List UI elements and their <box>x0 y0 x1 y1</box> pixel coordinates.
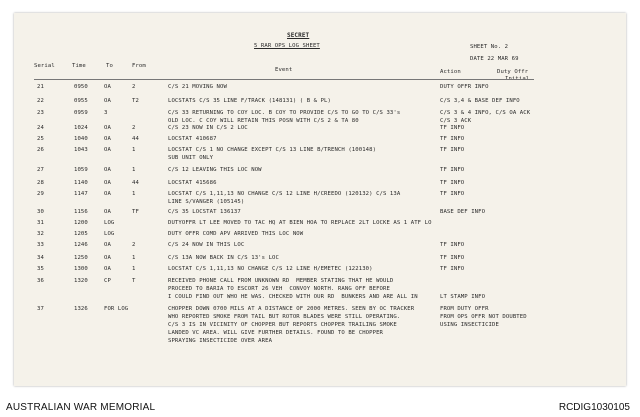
row-to: OA <box>104 180 111 186</box>
row-to: LOG <box>104 220 115 226</box>
row-time: 1250 <box>74 255 88 261</box>
row-time: 1140 <box>74 180 88 186</box>
row-serial: 37 <box>37 306 44 312</box>
row-event-line: CHOPPER DOWN 0700 MILS AT A DISTANCE OF 2000 METRES. SEEN BY OC TRACKER <box>168 306 415 312</box>
row-serial: 31 <box>37 220 44 226</box>
row-time: 1200 <box>74 220 88 226</box>
row-action-line: FROM DUTY OFFR <box>440 306 489 312</box>
row-to: OA <box>104 84 111 90</box>
row-time: 1059 <box>74 167 88 173</box>
row-event-line: PROCEED TO BARIA TO ESCORT 26 VEH CONVOY NORTH. RANG OFF BEFORE <box>168 286 390 292</box>
document-title: 5 RAR OPS LOG SHEET <box>254 43 320 49</box>
row-event-line: RECEIVED PHONE CALL FROM UNKNOWN RD MEMBER STATING THAT HE WOULD <box>168 278 394 284</box>
row-action-line: BASE DEF INFO <box>440 209 486 215</box>
row-event-line: WHO REPORTED SMOKE FROM TAIL BUT ROTOR BLADES WERE STILL OPERATING. <box>168 314 401 320</box>
row-serial: 36 <box>37 278 44 284</box>
row-event-line: SPRAYING INSECTICIDE OVER AREA <box>168 338 273 344</box>
row-to: LOG <box>104 231 115 237</box>
col-header-event: Event <box>275 67 293 73</box>
row-time: 1205 <box>74 231 88 237</box>
row-event-line: OLD LOC. C COY WILL RETAIN THIS POSN WITH C/S 2 & TA 80 <box>168 118 359 124</box>
row-to: FOR LOG <box>104 306 129 312</box>
row-to: OA <box>104 98 111 104</box>
row-event-line: C/S 12 LEAVING THIS LOC NOW <box>168 167 262 173</box>
row-event-line: LANDED VC AREA. WILL GIVE FURTHER DETAILS. FOUND TO BE CHOPPER <box>168 330 383 336</box>
row-from: 1 <box>132 167 136 173</box>
col-header-duty-offr: Duty Offr <box>497 69 529 75</box>
row-serial: 34 <box>37 255 44 261</box>
row-event-line: LOCSTAT C/S 1,11,13 NO CHANGE C/S 12 LINE H/EMETEC (122130) <box>168 266 373 272</box>
row-serial: 35 <box>37 266 44 272</box>
archive-footer <box>0 395 640 417</box>
header-rule <box>34 79 534 80</box>
row-event-line: LOCSTATS C/S 35 LINE F/TRACK (148131) ( B & PL) <box>168 98 331 104</box>
row-serial: 24 <box>37 125 44 131</box>
col-header-to: To <box>106 63 113 69</box>
row-serial: 26 <box>37 147 44 153</box>
row-action-line: TF INFO <box>440 191 465 197</box>
row-action-line: TF INFO <box>440 180 465 186</box>
col-header-time: Time <box>72 63 86 69</box>
row-from: 44 <box>132 180 139 186</box>
row-from: 1 <box>132 255 136 261</box>
row-serial: 28 <box>37 180 44 186</box>
row-from: 1 <box>132 266 136 272</box>
sheet-number: SHEET No. 2 <box>470 44 509 50</box>
row-from: 1 <box>132 191 136 197</box>
row-time: 1246 <box>74 242 88 248</box>
row-serial: 27 <box>37 167 44 173</box>
row-to: OA <box>104 167 111 173</box>
col-header-from: From <box>132 63 146 69</box>
col-header-action: Action <box>440 69 461 75</box>
row-event-line: LOCSTAT 410687 <box>168 136 217 142</box>
row-serial: 23 <box>37 110 44 116</box>
row-action-line: LT STAMP INFO <box>440 294 486 300</box>
row-serial: 33 <box>37 242 44 248</box>
row-action-line: C/S 3,4 & BASE DEF INFO <box>440 98 520 104</box>
row-serial: 29 <box>37 191 44 197</box>
row-event-line: C/S 13A NOW BACK IN C/S 13's LOC <box>168 255 279 261</box>
row-from: 2 <box>132 84 136 90</box>
row-event-line: LOCSTAT C/S 1 NO CHANGE EXCEPT C/S 13 LINE B/TRENCH (100148) <box>168 147 377 153</box>
row-action-line: TF INFO <box>440 136 465 142</box>
row-to: OA <box>104 242 111 248</box>
row-event-line: C/S 3 IS IN VICINITY OF CHOPPER BUT REPORTS CHOPPER TRAILING SMOKE <box>168 322 397 328</box>
row-action-line: DUTY OFFR INFO <box>440 84 489 90</box>
row-time: 1024 <box>74 125 88 131</box>
row-action-line: USING INSECTICIDE <box>440 322 499 328</box>
row-action-line: TF INFO <box>440 147 465 153</box>
classification-heading: SECRET <box>287 32 310 39</box>
row-event-line: C/S 33 RETURNING TO COY LOC. B COY TO PROVIDE C/S TO GO TO C/S 33's <box>168 110 401 116</box>
row-from: 1 <box>132 147 136 153</box>
footer-record-id: RCDIG1030105 <box>558 402 630 413</box>
row-to: OA <box>104 147 111 153</box>
row-time: 1320 <box>74 278 88 284</box>
row-action-line: TF INFO <box>440 266 465 272</box>
row-serial: 25 <box>37 136 44 142</box>
row-from: TF <box>132 209 139 215</box>
row-action-line: C/S 3 & 4 INFO, C/S OA ACK <box>440 110 531 116</box>
row-event-line: C/S 35 LOCSTAT 136137 <box>168 209 241 215</box>
row-event-line: C/S 24 NOW IN THIS LOC <box>168 242 245 248</box>
row-time: 1147 <box>74 191 88 197</box>
row-serial: 30 <box>37 209 44 215</box>
row-event-line: SUB UNIT ONLY <box>168 155 214 161</box>
row-event-line: C/S 23 NOW IN C/S 2 LOC <box>168 125 248 131</box>
row-action-line: FROM OPS OFFR NOT DOUBTED <box>440 314 527 320</box>
row-time: 1326 <box>74 306 88 312</box>
row-time: 0955 <box>74 98 88 104</box>
col-header-initial: Initial <box>505 76 530 82</box>
row-to: OA <box>104 136 111 142</box>
row-from: 2 <box>132 125 136 131</box>
sheet-date: DATE 22 MAR 69 <box>470 56 519 62</box>
row-to: OA <box>104 125 111 131</box>
row-time: 1156 <box>74 209 88 215</box>
row-to: CP <box>104 278 111 284</box>
row-from: T2 <box>132 98 139 104</box>
row-to: OA <box>104 209 111 215</box>
row-to: OA <box>104 266 111 272</box>
row-time: 0959 <box>74 110 88 116</box>
row-event-line: LINE S/VANGER (105145) <box>168 199 245 205</box>
row-action-line: C/S 3 ACK <box>440 118 472 124</box>
row-to: OA <box>104 191 111 197</box>
row-event-line: C/S 21 MOVING NOW <box>168 84 227 90</box>
row-event-line: I COULD FIND OUT WHO HE WAS. CHECKED WITH OUR RD BUNKERS AND ARE ALL IN <box>168 294 418 300</box>
row-from: 2 <box>132 242 136 248</box>
row-to: OA <box>104 255 111 261</box>
row-time: 1040 <box>74 136 88 142</box>
row-serial: 32 <box>37 231 44 237</box>
row-to: 3 <box>104 110 108 116</box>
row-action-line: TF INFO <box>440 255 465 261</box>
row-serial: 21 <box>37 84 44 90</box>
row-time: 1043 <box>74 147 88 153</box>
row-from: 44 <box>132 136 139 142</box>
row-action-line: TF INFO <box>440 167 465 173</box>
row-event-line: DUTYOFFR LT LEE MOVED TO TAC HQ AT BIEN HOA TO REPLACE 2LT LOCKE AS 1 ATF LO <box>168 220 432 226</box>
row-event-line: LOCSTAT C/S 1,11,13 NO CHANGE C/S 12 LINE H/CREEDO (120132) C/S 13A <box>168 191 401 197</box>
row-action-line: TF INFO <box>440 125 465 131</box>
row-serial: 22 <box>37 98 44 104</box>
row-from: T <box>132 278 136 284</box>
row-action-line: TF INFO <box>440 242 465 248</box>
col-header-serial: Serial <box>34 63 55 69</box>
row-event-line: LOCSTAT 415686 <box>168 180 217 186</box>
footer-institution: AUSTRALIAN WAR MEMORIAL <box>6 402 156 413</box>
row-time: 0950 <box>74 84 88 90</box>
row-time: 1300 <box>74 266 88 272</box>
row-event-line: DUTY OFFR COMD APV ARRIVED THIS LOC NOW <box>168 231 304 237</box>
